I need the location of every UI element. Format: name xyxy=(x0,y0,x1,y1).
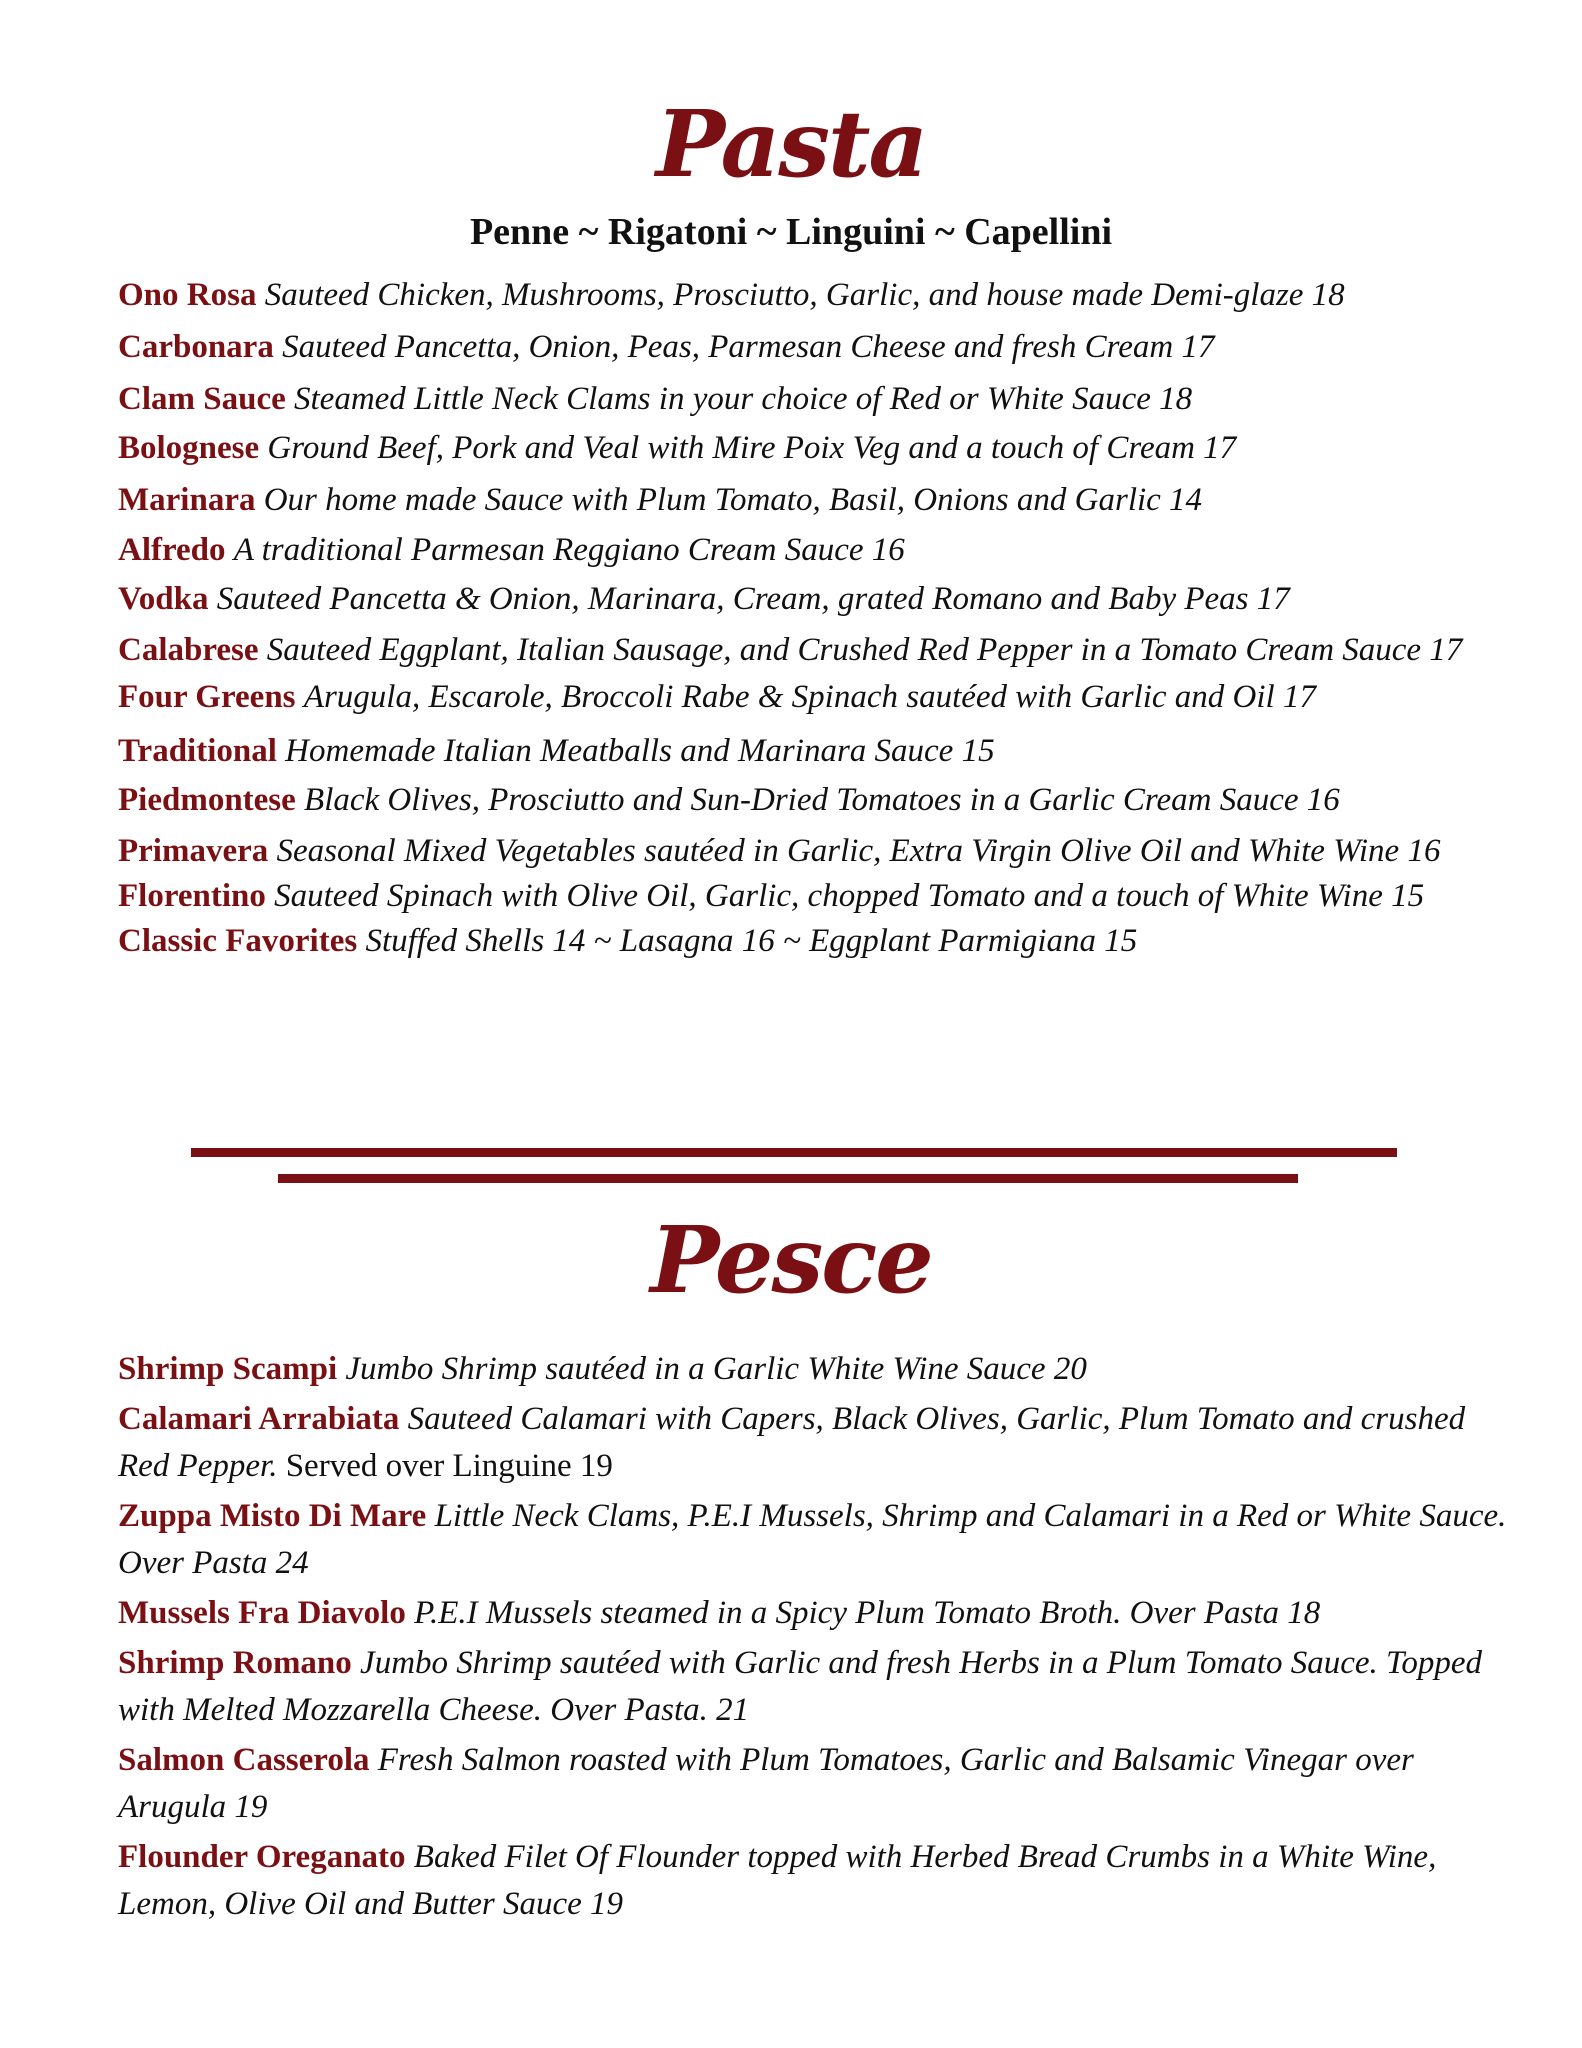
item-name: Alfredo xyxy=(118,532,226,568)
item-name: Four Greens xyxy=(118,679,296,715)
pasta-subtitle: Penne ~ Rigatoni ~ Linguini ~ Capellini xyxy=(469,211,1113,253)
item-description: Arugula, Escarole, Broccoli Rabe & Spinach sautéed with Garlic and Oil 17 xyxy=(303,679,1316,715)
item-name: Classic Favorites xyxy=(118,923,358,959)
item-name: Mussels Fra Diavolo xyxy=(118,1595,406,1631)
menu-item xyxy=(118,1737,1508,1831)
item-description: Stuffed Shells 14 ~ Lasagna 16 ~ Eggplant Parmigiana 15 xyxy=(365,923,1138,959)
menu-item xyxy=(118,477,1508,524)
item-name: Primavera xyxy=(118,833,269,869)
item-name: Zuppa Misto Di Mare xyxy=(118,1498,427,1534)
menu-item xyxy=(118,627,1508,674)
item-name: Ono Rosa xyxy=(118,277,257,313)
item-name: Piedmontese xyxy=(118,782,296,818)
item-description: Jumbo Shrimp sautéed in a Garlic White Wine Sauce 20 xyxy=(345,1351,1087,1387)
menu-item xyxy=(118,527,1508,574)
divider-rule-bottom xyxy=(278,1174,1298,1183)
item-description: Steamed Little Neck Clams in your choice of Red or White Sauce 18 xyxy=(294,381,1193,417)
item-description: Sauteed Eggplant, Italian Sausage, and Crushed Red Pepper in a Tomato Cream Sauce 17 xyxy=(266,632,1463,668)
pasta-list xyxy=(118,272,1508,965)
item-description: Sauteed Pancetta, Onion, Peas, Parmesan Cheese and fresh Cream 17 xyxy=(282,329,1215,365)
item-description-tail: Served over Linguine 19 xyxy=(285,1448,613,1484)
menu-item xyxy=(118,1493,1508,1587)
item-description: A traditional Parmesan Reggiano Cream Sauce 16 xyxy=(233,532,905,568)
item-description: Ground Beef, Pork and Veal with Mire Poix Veg and a touch of Cream 17 xyxy=(267,430,1237,466)
item-description: Fresh Salmon roasted with Plum Tomatoes, Garlic and Balsamic Vinegar over Arugula 19 xyxy=(118,1742,1414,1825)
item-description: Little Neck Clams, P.E.I Mussels, Shrimp and Calamari in a Red or White Sauce. Over Pasta 24 xyxy=(118,1498,1507,1581)
item-description: Sauteed Pancetta & Onion, Marinara, Cream, grated Romano and Baby Peas 17 xyxy=(216,581,1290,617)
menu-item xyxy=(118,873,1508,920)
menu-item xyxy=(118,1834,1508,1928)
item-description: Jumbo Shrimp sautéed with Garlic and fresh Herbs in a Plum Tomato Sauce. Topped with Melted Mozzarella Cheese. Over Pasta. 21 xyxy=(118,1645,1483,1728)
item-description: Our home made Sauce with Plum Tomato, Basil, Onions and Garlic 14 xyxy=(263,482,1203,518)
menu-item xyxy=(118,828,1508,875)
menu-item xyxy=(118,728,1508,775)
item-name: Clam Sauce xyxy=(118,381,286,417)
menu-item xyxy=(118,1346,1508,1393)
menu-item xyxy=(118,324,1508,371)
pesce-title: Pesce xyxy=(650,1206,932,1314)
item-description: Seasonal Mixed Vegetables sautéed in Garlic, Extra Virgin Olive Oil and White Wine 16 xyxy=(276,833,1441,869)
item-description: Black Olives, Prosciutto and Sun-Dried Tomatoes in a Garlic Cream Sauce 16 xyxy=(304,782,1340,818)
item-name: Shrimp Romano xyxy=(118,1645,352,1681)
pasta-title: Pasta xyxy=(655,90,927,198)
item-name: Carbonara xyxy=(118,329,274,365)
item-description: Sauteed Calamari with Capers, Black Olives, Garlic, Plum Tomato and crushed Red Pepper. xyxy=(118,1401,1466,1484)
menu-item xyxy=(118,918,1508,965)
menu-item xyxy=(118,272,1508,319)
item-name: Calamari Arrabiata xyxy=(118,1401,400,1437)
divider-rule-top xyxy=(191,1148,1397,1157)
menu-item xyxy=(118,425,1508,472)
item-description: P.E.I Mussels steamed in a Spicy Plum Tomato Broth. Over Pasta 18 xyxy=(414,1595,1321,1631)
menu-item xyxy=(118,376,1508,423)
pesce-list xyxy=(118,1346,1508,1928)
item-name: Traditional xyxy=(118,733,277,769)
item-name: Bolognese xyxy=(118,430,260,466)
menu-item xyxy=(118,674,1508,721)
menu-item xyxy=(118,1590,1508,1637)
item-description: Baked Filet Of Flounder topped with Herbed Bread Crumbs in a White Wine, Lemon, Olive Oil and Butter Sauce 19 xyxy=(118,1839,1437,1922)
item-name: Marinara xyxy=(118,482,256,518)
item-name: Calabrese xyxy=(118,632,259,668)
menu-item xyxy=(118,1396,1508,1490)
item-name: Florentino xyxy=(118,878,266,914)
item-name: Flounder Oreganato xyxy=(118,1839,406,1875)
item-name: Shrimp Scampi xyxy=(118,1351,338,1387)
menu-item xyxy=(118,1640,1508,1734)
item-name: Salmon Casserola xyxy=(118,1742,370,1778)
item-description: Homemade Italian Meatballs and Marinara Sauce 15 xyxy=(285,733,995,769)
item-name: Vodka xyxy=(118,581,209,617)
menu-item xyxy=(118,777,1508,824)
item-description: Sauteed Spinach with Olive Oil, Garlic, chopped Tomato and a touch of White Wine 15 xyxy=(274,878,1425,914)
item-description: Sauteed Chicken, Mushrooms, Prosciutto, Garlic, and house made Demi-glaze 18 xyxy=(264,277,1345,313)
menu-item xyxy=(118,576,1508,623)
